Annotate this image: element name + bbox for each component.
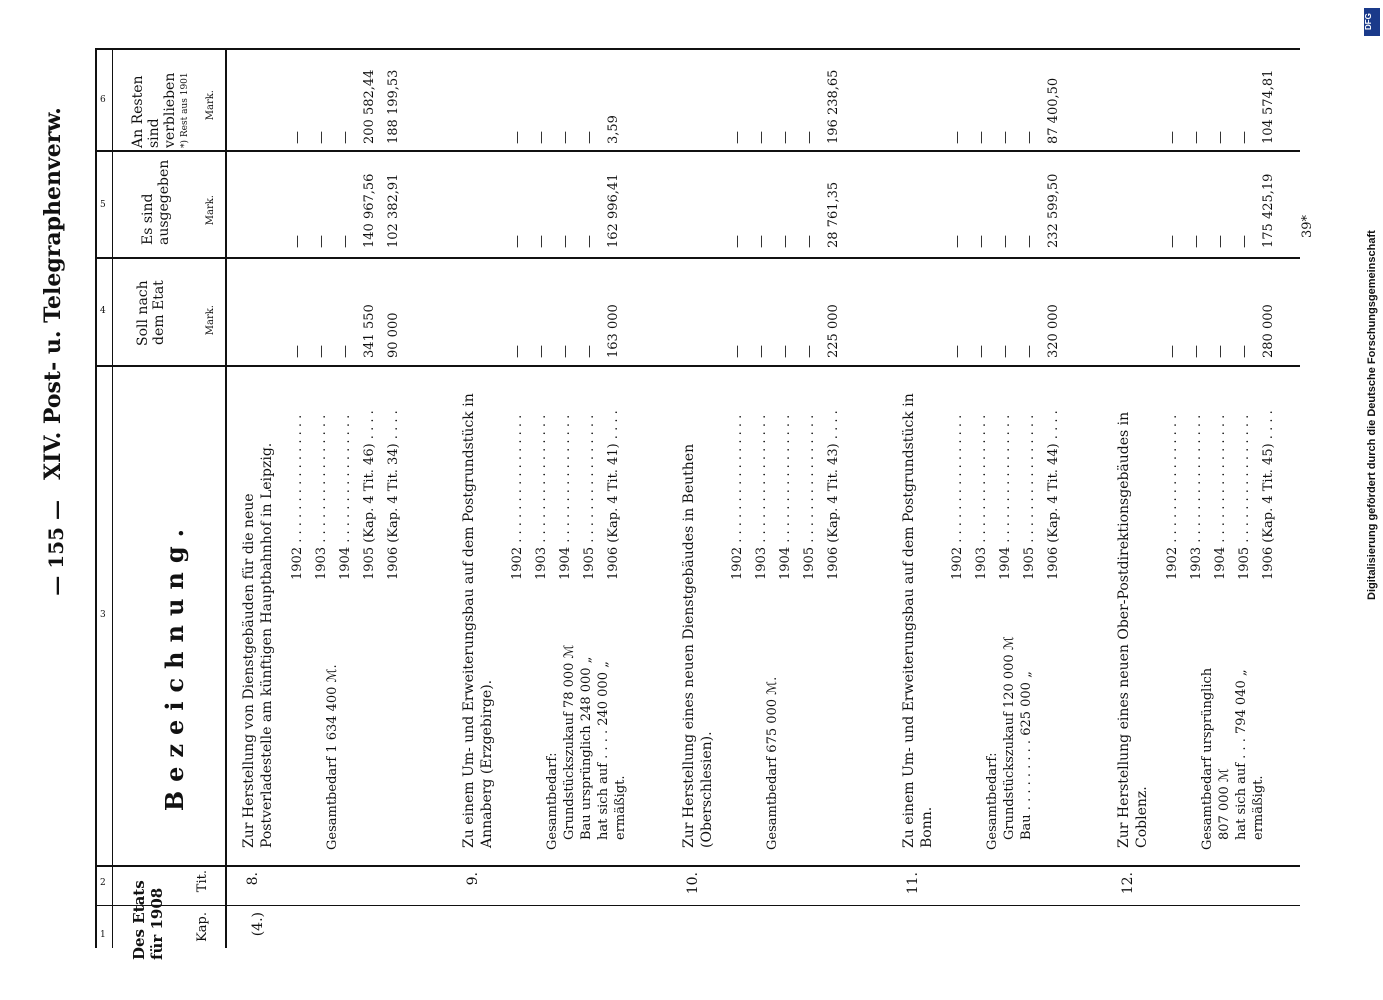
col-number: 2 [100,878,106,888]
year-soll-value: — [754,345,769,358]
etat-header: Des Etats für 1908 [130,880,166,960]
col-number: 1 [100,930,106,940]
row-tit: 12. [1120,872,1136,895]
year-label: 1902 . . . . . . . . . . . . . . . . [1165,414,1180,580]
col-sep-5-6 [95,150,1300,152]
resten-note: *) Rest aus 1901 [180,72,190,148]
year-label: 1906 (Kap. 4 Tit. 41) . . . . [606,410,621,580]
ausgegeben-unit: Mark. [205,195,216,226]
resten-unit: Mark. [205,90,216,121]
year-soll-value: 90 000 [386,312,401,358]
row-bedarf-line: ermäßigt. [613,775,628,840]
year-label: 1902 . . . . . . . . . . . . . . . . [950,414,965,580]
row-bedarf-line: Gesamtbedarf: [985,752,1000,850]
year-rest-value: 87 400,50 [1046,77,1061,144]
year-label: 1905 . . . . . . . . . . . . . . . . [1022,414,1037,580]
year-rest-value: — [974,131,989,144]
row-kap: (4.) [250,912,266,937]
year-aus-value: — [974,235,989,248]
resten-header: An Resten sind verblieben [130,72,178,148]
row-title: Zur Herstellung eines neuen Dienstgebäudes in Beuthen (Oberschlesien). [681,443,715,848]
page-number-vertical: — 155 — [44,500,68,596]
year-aus-value: — [1213,235,1228,248]
year-rest-value: — [1022,131,1037,144]
row-title: Zu einem Um- und Erweiterungsbau auf dem Postgrundstück in Annaberg (Erzgebirge). [461,393,495,848]
year-aus-value: 102 382,91 [386,173,401,248]
bezeichnung-header: Bezeichnung. [160,520,189,812]
department-title-vertical: XIV. Post- u. Telegraphenverw. [40,107,66,480]
year-aus-value: — [998,235,1013,248]
year-soll-value: 341 550 [362,304,377,358]
year-rest-value: — [1165,131,1180,144]
year-soll-value: — [1165,345,1180,358]
year-aus-value: — [338,235,353,248]
year-aus-value: — [1189,235,1204,248]
year-rest-value: 104 574,81 [1261,69,1276,144]
year-label: 1905 (Kap. 4 Tit. 46) . . . . [362,410,377,580]
year-aus-value: 140 967,56 [362,173,377,248]
sidebar-credit: Digitalisierung gefördert durch die Deutsche Forschungsgemeinschaft [1366,230,1378,600]
year-label: 1902 . . . . . . . . . . . . . . . . [290,414,305,580]
year-aus-value: — [730,235,745,248]
row-bedarf-line: Bau . . . . . . . . . 625 000 „ [1019,671,1034,840]
year-label: 1906 (Kap. 4 Tit. 45) . . . . [1261,410,1276,580]
year-rest-value: — [1213,131,1228,144]
year-rest-value: — [338,131,353,144]
col-number: 6 [100,95,106,105]
row-tit: 9. [465,872,481,886]
year-rest-value: — [778,131,793,144]
year-label: 1903 . . . . . . . . . . . . . . . . [534,414,549,580]
year-soll-value: — [534,345,549,358]
year-rest-value: — [754,131,769,144]
year-soll-value: — [314,345,329,358]
year-aus-value: — [1022,235,1037,248]
row-bedarf-line: Gesamtbedarf 1 634 400 ℳ. [325,664,340,850]
year-soll-value: — [290,345,305,358]
year-label: 1903 . . . . . . . . . . . . . . . . [1189,414,1204,580]
year-rest-value: — [558,131,573,144]
row-bedarf-line: Grundstückszukauf 78 000 ℳ [562,644,577,840]
row-title: Zur Herstellung von Dienstgebäuden für die neue Postverladestelle am künftigen Hauptbahnhof in Leipzig. [241,442,275,848]
year-label: 1903 . . . . . . . . . . . . . . . . [314,414,329,580]
row-bedarf-line: hat sich auf . . . . 240 000 „ [596,661,611,840]
row-bedarf-line: Gesamtbedarf ursprünglich [1200,667,1215,850]
year-rest-value: 3,59 [606,115,621,144]
year-soll-value: — [802,345,817,358]
year-soll-value: — [510,345,525,358]
year-label: 1905 . . . . . . . . . . . . . . . . [582,414,597,580]
year-aus-value: — [582,235,597,248]
year-rest-value: — [314,131,329,144]
year-rest-value: — [998,131,1013,144]
year-aus-value: — [754,235,769,248]
year-aus-value: — [558,235,573,248]
year-soll-value: — [974,345,989,358]
col-sep-2-3 [95,865,1300,867]
row-tit: 11. [905,872,921,895]
year-rest-value: — [534,131,549,144]
kap-header: Kap. [195,912,210,942]
year-soll-value: — [998,345,1013,358]
year-label: 1904 . . . . . . . . . . . . . . . . [338,414,353,580]
year-aus-value: — [1237,235,1252,248]
row-bedarf-line: Bau ursprünglich 248 000 „ [579,656,594,840]
year-soll-value: 163 000 [606,304,621,358]
year-label: 1904 . . . . . . . . . . . . . . . . [1213,414,1228,580]
year-label: 1905 . . . . . . . . . . . . . . . . [802,414,817,580]
year-aus-value: — [1165,235,1180,248]
year-label: 1904 . . . . . . . . . . . . . . . . [778,414,793,580]
year-soll-value: 280 000 [1261,304,1276,358]
year-label: 1905 . . . . . . . . . . . . . . . . [1237,414,1252,580]
tit-header: Tit. [195,870,210,893]
year-aus-value: 232 599,50 [1046,173,1061,248]
year-label: 1906 (Kap. 4 Tit. 43) . . . . [826,410,841,580]
year-aus-value: — [950,235,965,248]
dfg-logo: DFG [1364,8,1380,36]
year-label: 1904 . . . . . . . . . . . . . . . . [558,414,573,580]
col-number: 5 [100,200,106,210]
table-left-rule [95,48,97,948]
year-label: 1906 (Kap. 4 Tit. 34) . . . . [386,410,401,580]
year-rest-value: — [510,131,525,144]
year-aus-value: — [510,235,525,248]
year-rest-value: — [582,131,597,144]
page-footnote: 39* [1300,215,1315,239]
row-bedarf-line: Gesamtbedarf: [545,752,560,850]
col-number: 4 [100,306,106,316]
year-rest-value: — [950,131,965,144]
row-title: Zur Herstellung eines neuen Ober-Postdirektionsgebäudes in Coblenz. [1116,411,1150,848]
year-rest-value: — [802,131,817,144]
year-aus-value: — [802,235,817,248]
col-number: 3 [100,610,106,620]
row-bedarf-line: 807 000 ℳ [1217,768,1232,840]
year-soll-value: — [582,345,597,358]
year-rest-value: 196 238,65 [826,69,841,144]
year-soll-value: — [558,345,573,358]
year-aus-value: — [290,235,305,248]
year-soll-value: — [1189,345,1204,358]
year-soll-value: — [1022,345,1037,358]
year-rest-value: — [1189,131,1204,144]
year-aus-value: — [778,235,793,248]
col-sep-1-2 [95,905,1300,906]
year-soll-value: — [730,345,745,358]
year-label: 1903 . . . . . . . . . . . . . . . . [974,414,989,580]
table-top-rule [95,48,1300,50]
year-label: 1904 . . . . . . . . . . . . . . . . [998,414,1013,580]
header-bottom-rule [225,48,227,948]
year-soll-value: 320 000 [1046,304,1061,358]
year-rest-value: — [290,131,305,144]
col-sep-4-5 [95,257,1300,259]
year-rest-value: — [1237,131,1252,144]
year-rest-value: 188 199,53 [386,69,401,144]
year-aus-value: 162 996,41 [606,173,621,248]
year-rest-value: — [730,131,745,144]
year-soll-value: — [338,345,353,358]
colnum-rule [112,48,113,948]
year-soll-value: — [950,345,965,358]
row-bedarf-line: ermäßigt. [1251,775,1266,840]
year-aus-value: — [534,235,549,248]
year-soll-value: — [1213,345,1228,358]
year-rest-value: 200 582,44 [362,69,377,144]
year-label: 1906 (Kap. 4 Tit. 44) . . . . [1046,410,1061,580]
soll-unit: Mark. [205,305,216,336]
year-aus-value: — [314,235,329,248]
year-label: 1903 . . . . . . . . . . . . . . . . [754,414,769,580]
year-soll-value: — [778,345,793,358]
year-soll-value: 225 000 [826,304,841,358]
col-sep-3-4 [95,365,1300,367]
year-aus-value: 28 761,35 [826,181,841,248]
row-tit: 8. [245,872,261,886]
row-bedarf-line: Grundstückszukauf 120 000 ℳ [1002,636,1017,840]
soll-header: Soll nach dem Etat [135,280,167,346]
row-bedarf-line: Gesamtbedarf 675 000 ℳ. [765,676,780,850]
row-tit: 10. [685,872,701,895]
year-aus-value: 175 425,19 [1261,173,1276,248]
row-title: Zu einem Um- und Erweiterungsbau auf dem Postgrundstück in Bonn. [901,393,935,848]
year-soll-value: — [1237,345,1252,358]
row-bedarf-line: hat sich auf . . . 794 040 „ [1234,669,1249,840]
year-label: 1902 . . . . . . . . . . . . . . . . [730,414,745,580]
year-label: 1902 . . . . . . . . . . . . . . . . [510,414,525,580]
ausgegeben-header: Es sind ausgegeben [140,159,172,245]
